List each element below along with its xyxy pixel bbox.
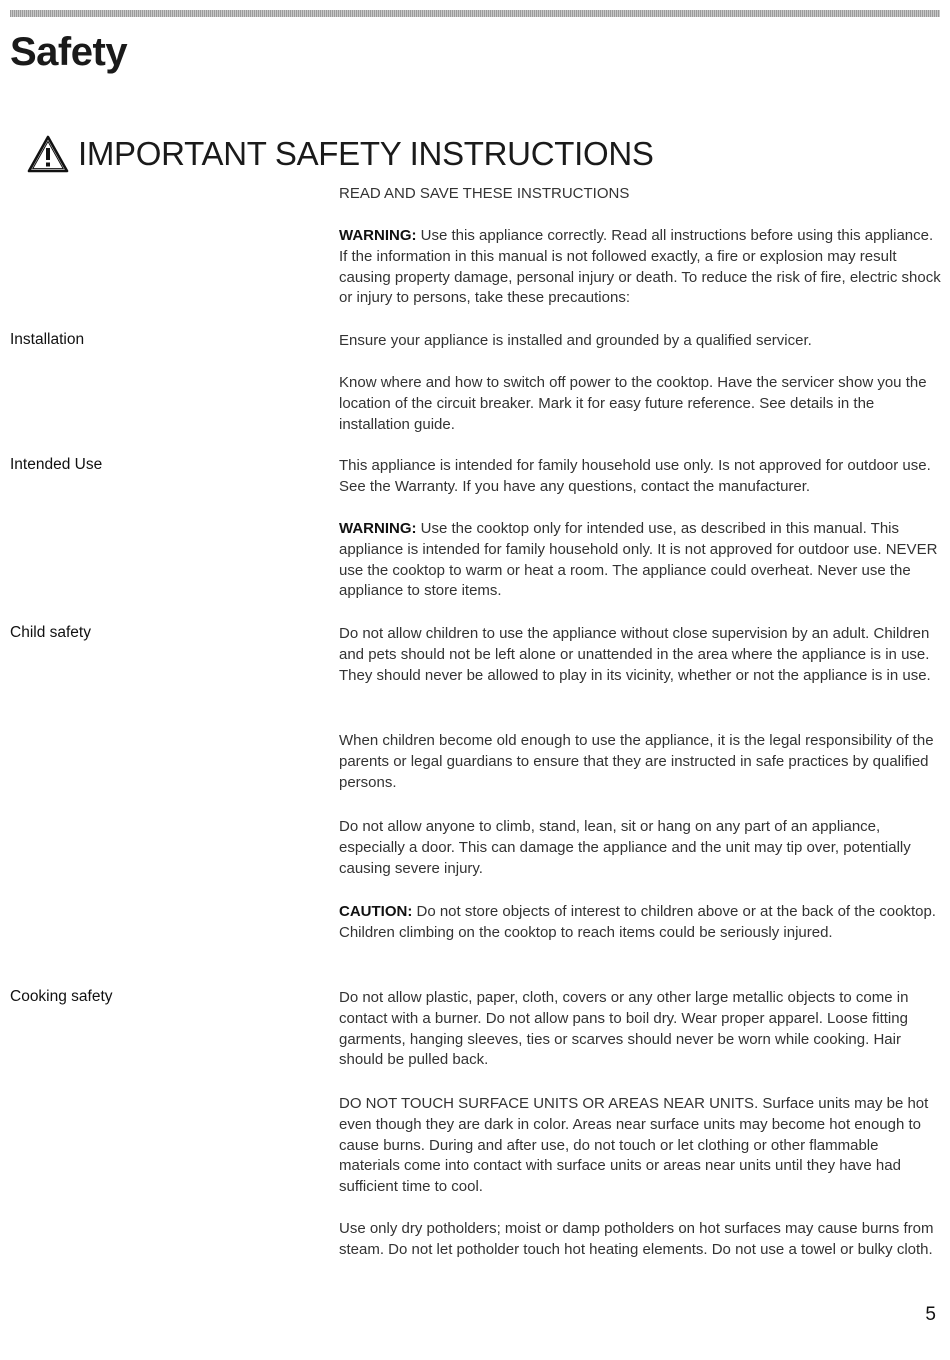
intro-text: Use this appliance correctly. Read all instructions before using this appliance. If the information in this manual is not followed exactly, a fire or explosion may result causing property damage, personal injury or death. To reduce the risk of fire, electric shock or injury to persons, take these precautions: [339,227,941,307]
section-label-installation: Installation [10,331,85,348]
top-rule [10,10,940,17]
safety-heading [26,134,654,174]
section-label-child-safety: Child safety [10,624,91,641]
child-safety-caution-text: Do not store objects of interest to children above or at the back of the cooktop. Children climbing on the cooktop to reach items could be seriously injured. [339,903,936,941]
installation-paragraph-1: Ensure your appliance is installed and grounded by a qualified servicer. [339,332,812,349]
page-title: Safety [10,30,128,74]
page-number: 5 [925,1304,936,1325]
intended-use-warning [339,519,941,602]
section-label-cooking-safety: Cooking safety [10,988,113,1005]
child-safety-caution [339,902,941,944]
intended-use-paragraph-1: This appliance is intended for family household use only. Is not approved for outdoor use. See the Warranty. If you have any questions, contact the manufacturer. [339,457,931,495]
installation-paragraph-2: Know where and how to switch off power to the cooktop. Have the servicer show you the location of the circuit breaker. Mark it for easy future reference. See details in the installation guide. [339,374,927,433]
child-safety-paragraph-3: Do not allow anyone to climb, stand, lean, sit or hang on any part of an appliance, especially a door. This can damage the appliance and the unit may tip over, potentially causing severe injury. [339,818,911,877]
read-save-subheading: READ AND SAVE THESE INSTRUCTIONS [339,185,630,202]
cooking-safety-paragraph-2: DO NOT TOUCH SURFACE UNITS OR AREAS NEAR UNITS. Surface units may be hot even though they are dark in color. Areas near surface units may become hot enough to cause burns. During and after use, do not touch or let clothing or other flammable materials come into contact with surface units or areas near units until they have had sufficient time to cool. [339,1095,929,1196]
main-heading: IMPORTANT SAFETY INSTRUCTIONS [78,135,654,172]
caution-label: CAUTION: [339,903,413,920]
intended-use-warning-text: Use the cooktop only for intended use, as described in this manual. This appliance is intended for family household only. It is not approved for outdoor use. NEVER use the cooktop to warm or heat a room. The appliance could overheat. Never use the appliance to store items. [339,520,938,600]
warning-label: WARNING: [339,227,417,244]
cooking-safety-paragraph-1: Do not allow plastic, paper, cloth, covers or any other large metallic objects to come in contact with a burner. Do not allow pans to boil dry. Wear proper apparel. Loose fitting garments, hanging sleeves, ties or scarves should never be worn while cooking. Hair should be pulled back. [339,989,909,1069]
warning-triangle-icon [26,134,70,174]
child-safety-paragraph-1: Do not allow children to use the appliance without close supervision by an adult. Children and pets should not be left alone or unattended in the area where the appliance is in use. They should never be allowed to play in its vicinity, whether or not the appliance is in use. [339,625,931,684]
section-label-intended-use: Intended Use [10,456,103,473]
warning-label: WARNING: [339,520,417,537]
child-safety-paragraph-2: When children become old enough to use the appliance, it is the legal responsibility of the parents or legal guardians to ensure that they are instructed in safe practices by qualified persons. [339,732,934,791]
cooking-safety-paragraph-3: Use only dry potholders; moist or damp potholders on hot surfaces may cause burns from steam. Do not let potholder touch hot heating elements. Do not use a towel or bulky cloth. [339,1220,934,1258]
intro-warning [339,226,941,309]
